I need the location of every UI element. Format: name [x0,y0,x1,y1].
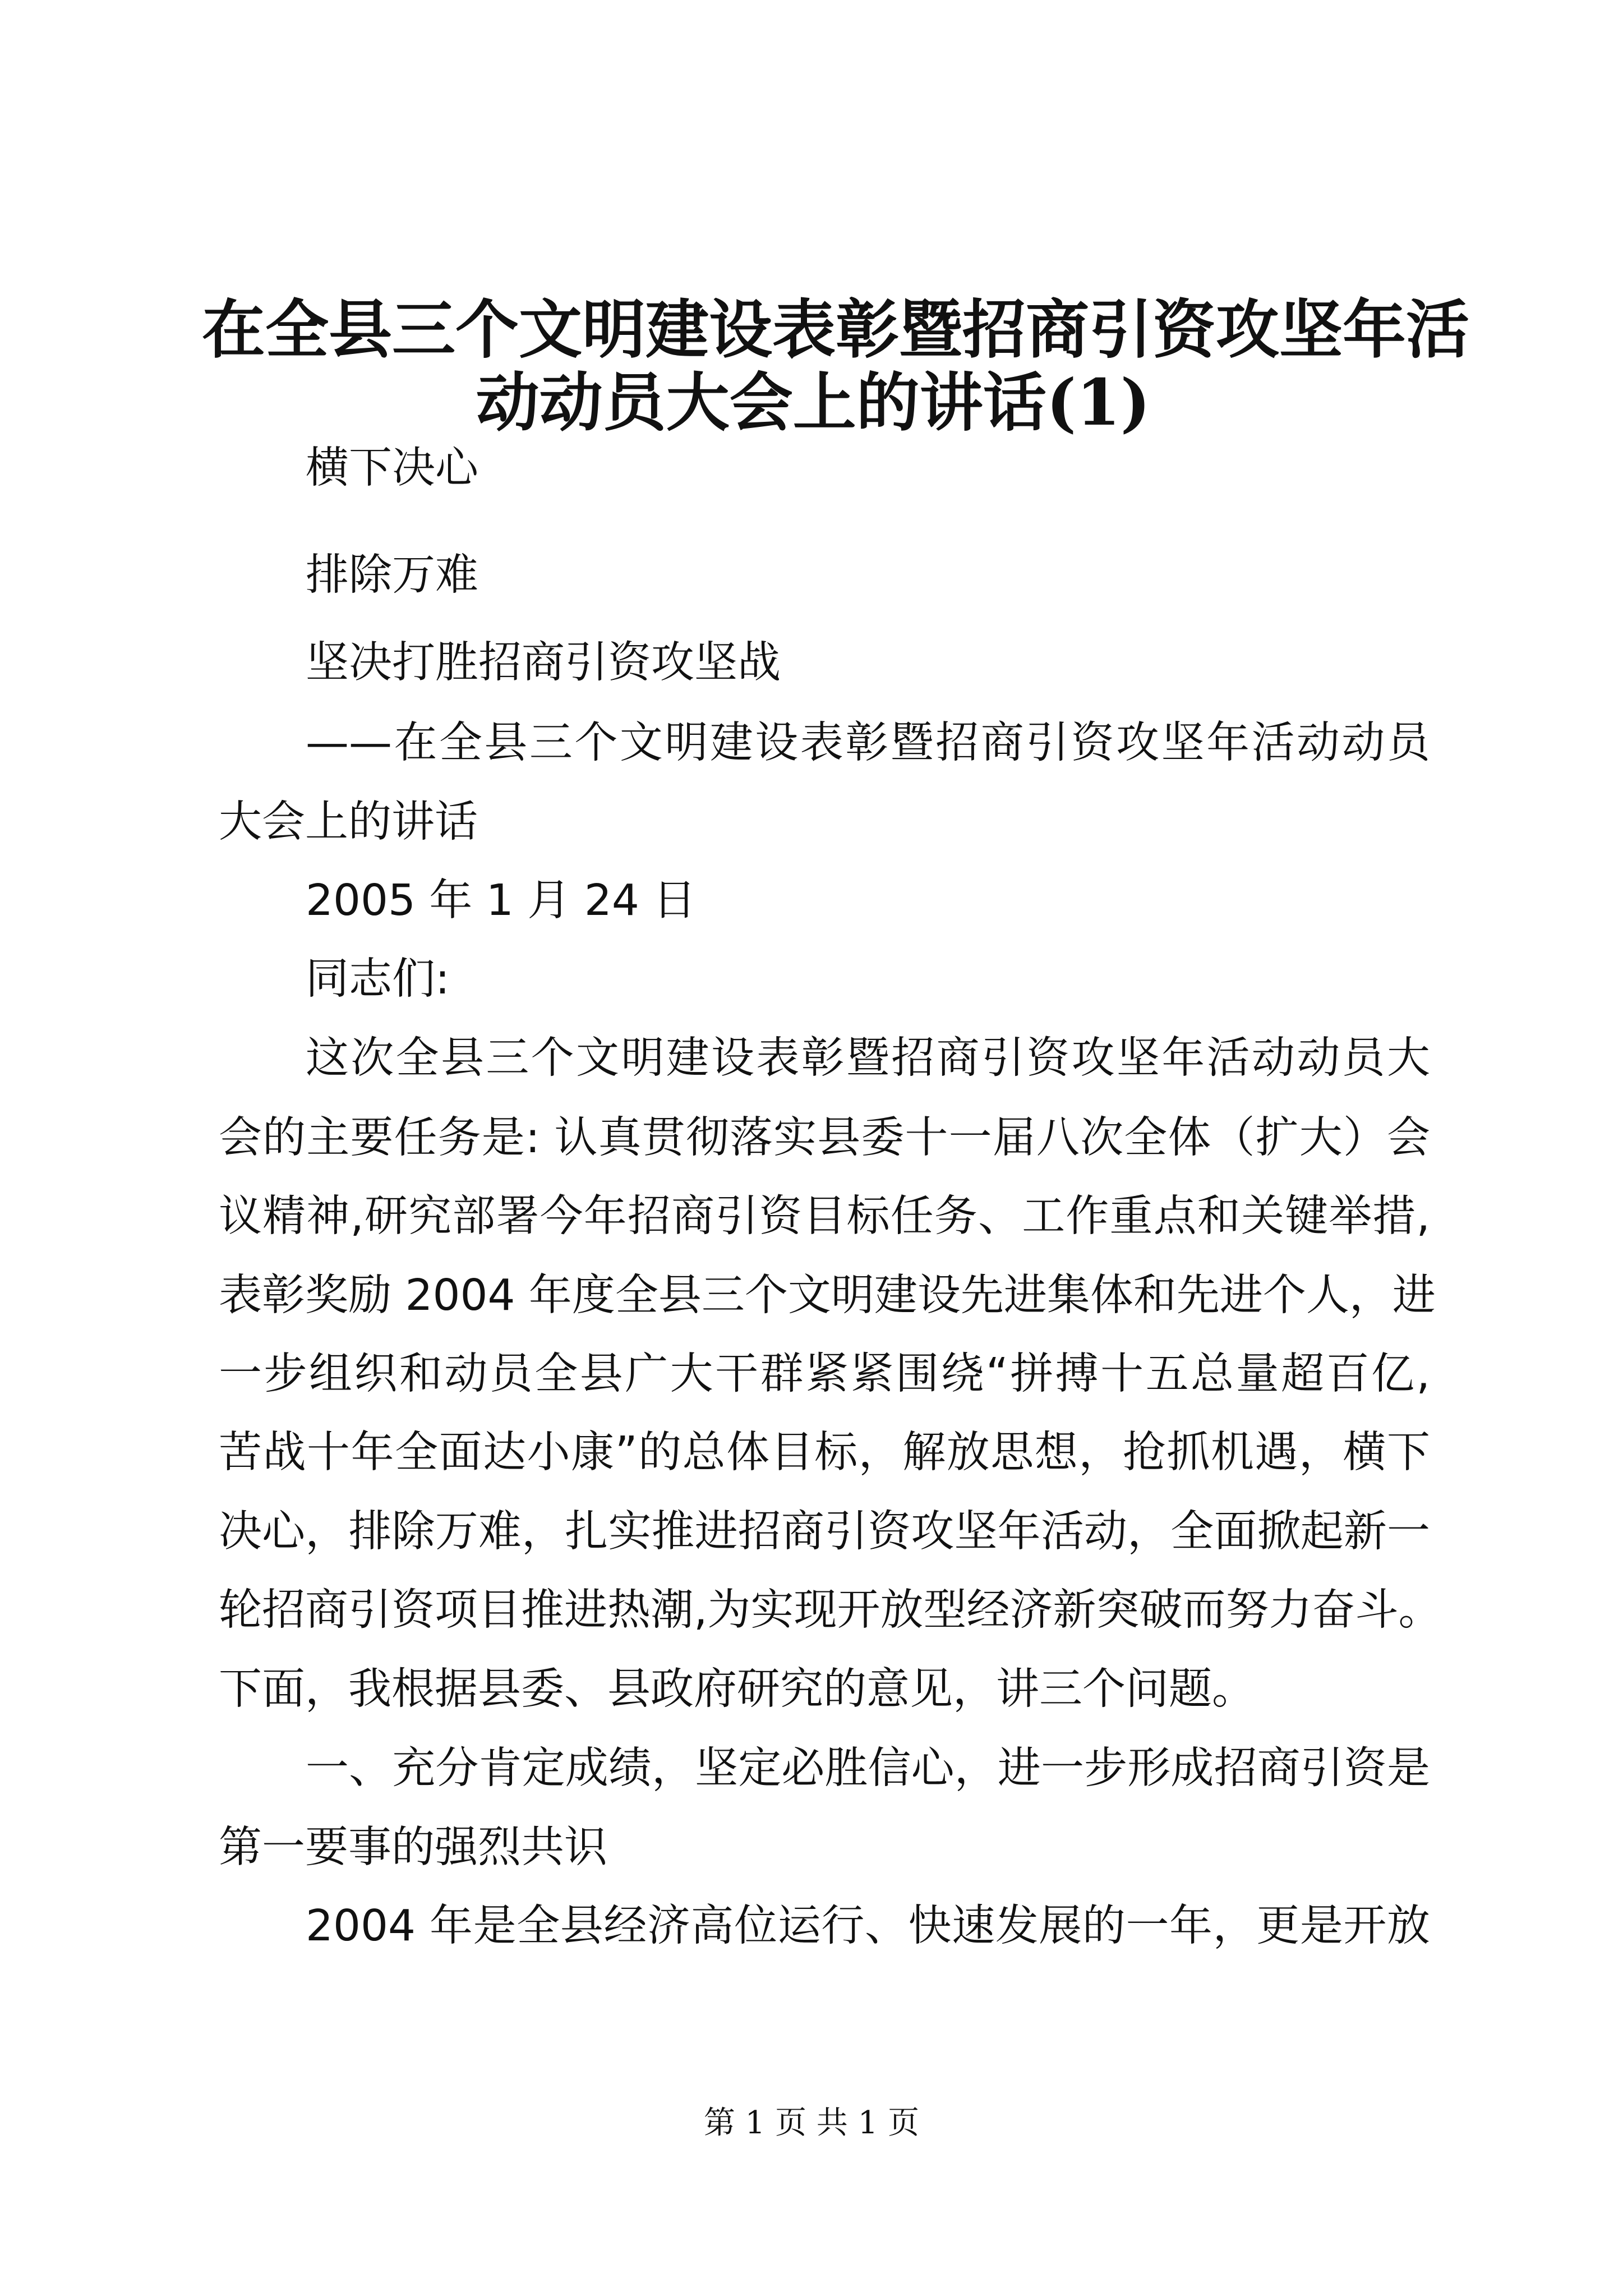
body-line: 一步组织和动员全县广大干群紧紧围绕“拼搏十五总量超百亿, [219,1349,1430,1399]
body-line: 决心，排除万难，扎实推进招商引资攻坚年活动，全面掀起新一 [219,1507,1430,1557]
body-line: 坚决打胜招商引资攻坚战 [306,638,781,688]
body-line: 议精神,研究部署今年招商引资目标任务、工作重点和关键举措, [219,1191,1430,1241]
body-line: 会的主要任务是: 认真贯彻落实县委十一届八次全体（扩大）会 [219,1113,1430,1163]
body-line: 大会上的讲话 [219,797,478,847]
document-title-line-1: 在全县三个文明建设表彰暨招商引资攻坚年活 [202,292,1469,367]
body-line: 排除万难 [306,550,478,600]
body-line: 表彰奖励 2004 年度全县三个文明建设先进集体和先进个人，进 [219,1271,1436,1320]
section-heading: 第一要事的强烈共识 [219,1823,607,1872]
body-line: 2004 年是全县经济高位运行、快速发展的一年，更是开放 [306,1901,1430,1951]
section-heading: 一、充分肯定成绩，坚定必胜信心，进一步形成招商引资是 [306,1743,1430,1793]
salutation: 同志们: [306,954,450,1004]
body-line: ——在全县三个文明建设表彰暨招商引资攻坚年活动动员 [306,718,1430,768]
body-line: 轮招商引资项目推进热潮,为实现开放型经济新突破而努力奋斗。 [219,1585,1442,1635]
page-number-footer: 第 1 页 共 1 页 [703,2105,920,2141]
body-line: 苦战十年全面达小康”的总体目标，解放思想，抢抓机遇，横下 [219,1428,1430,1478]
body-line: 这次全县三个文明建设表彰暨招商引资攻坚年活动动员大 [306,1033,1430,1083]
document-title-line-2: 动动员大会上的讲话(1) [476,365,1151,440]
body-line: 横下决心 [306,443,478,493]
document-date: 2005 年 1 月 24 日 [306,876,697,926]
body-line: 下面，我根据县委、县政府研究的意见，讲三个问题。 [219,1664,1255,1714]
